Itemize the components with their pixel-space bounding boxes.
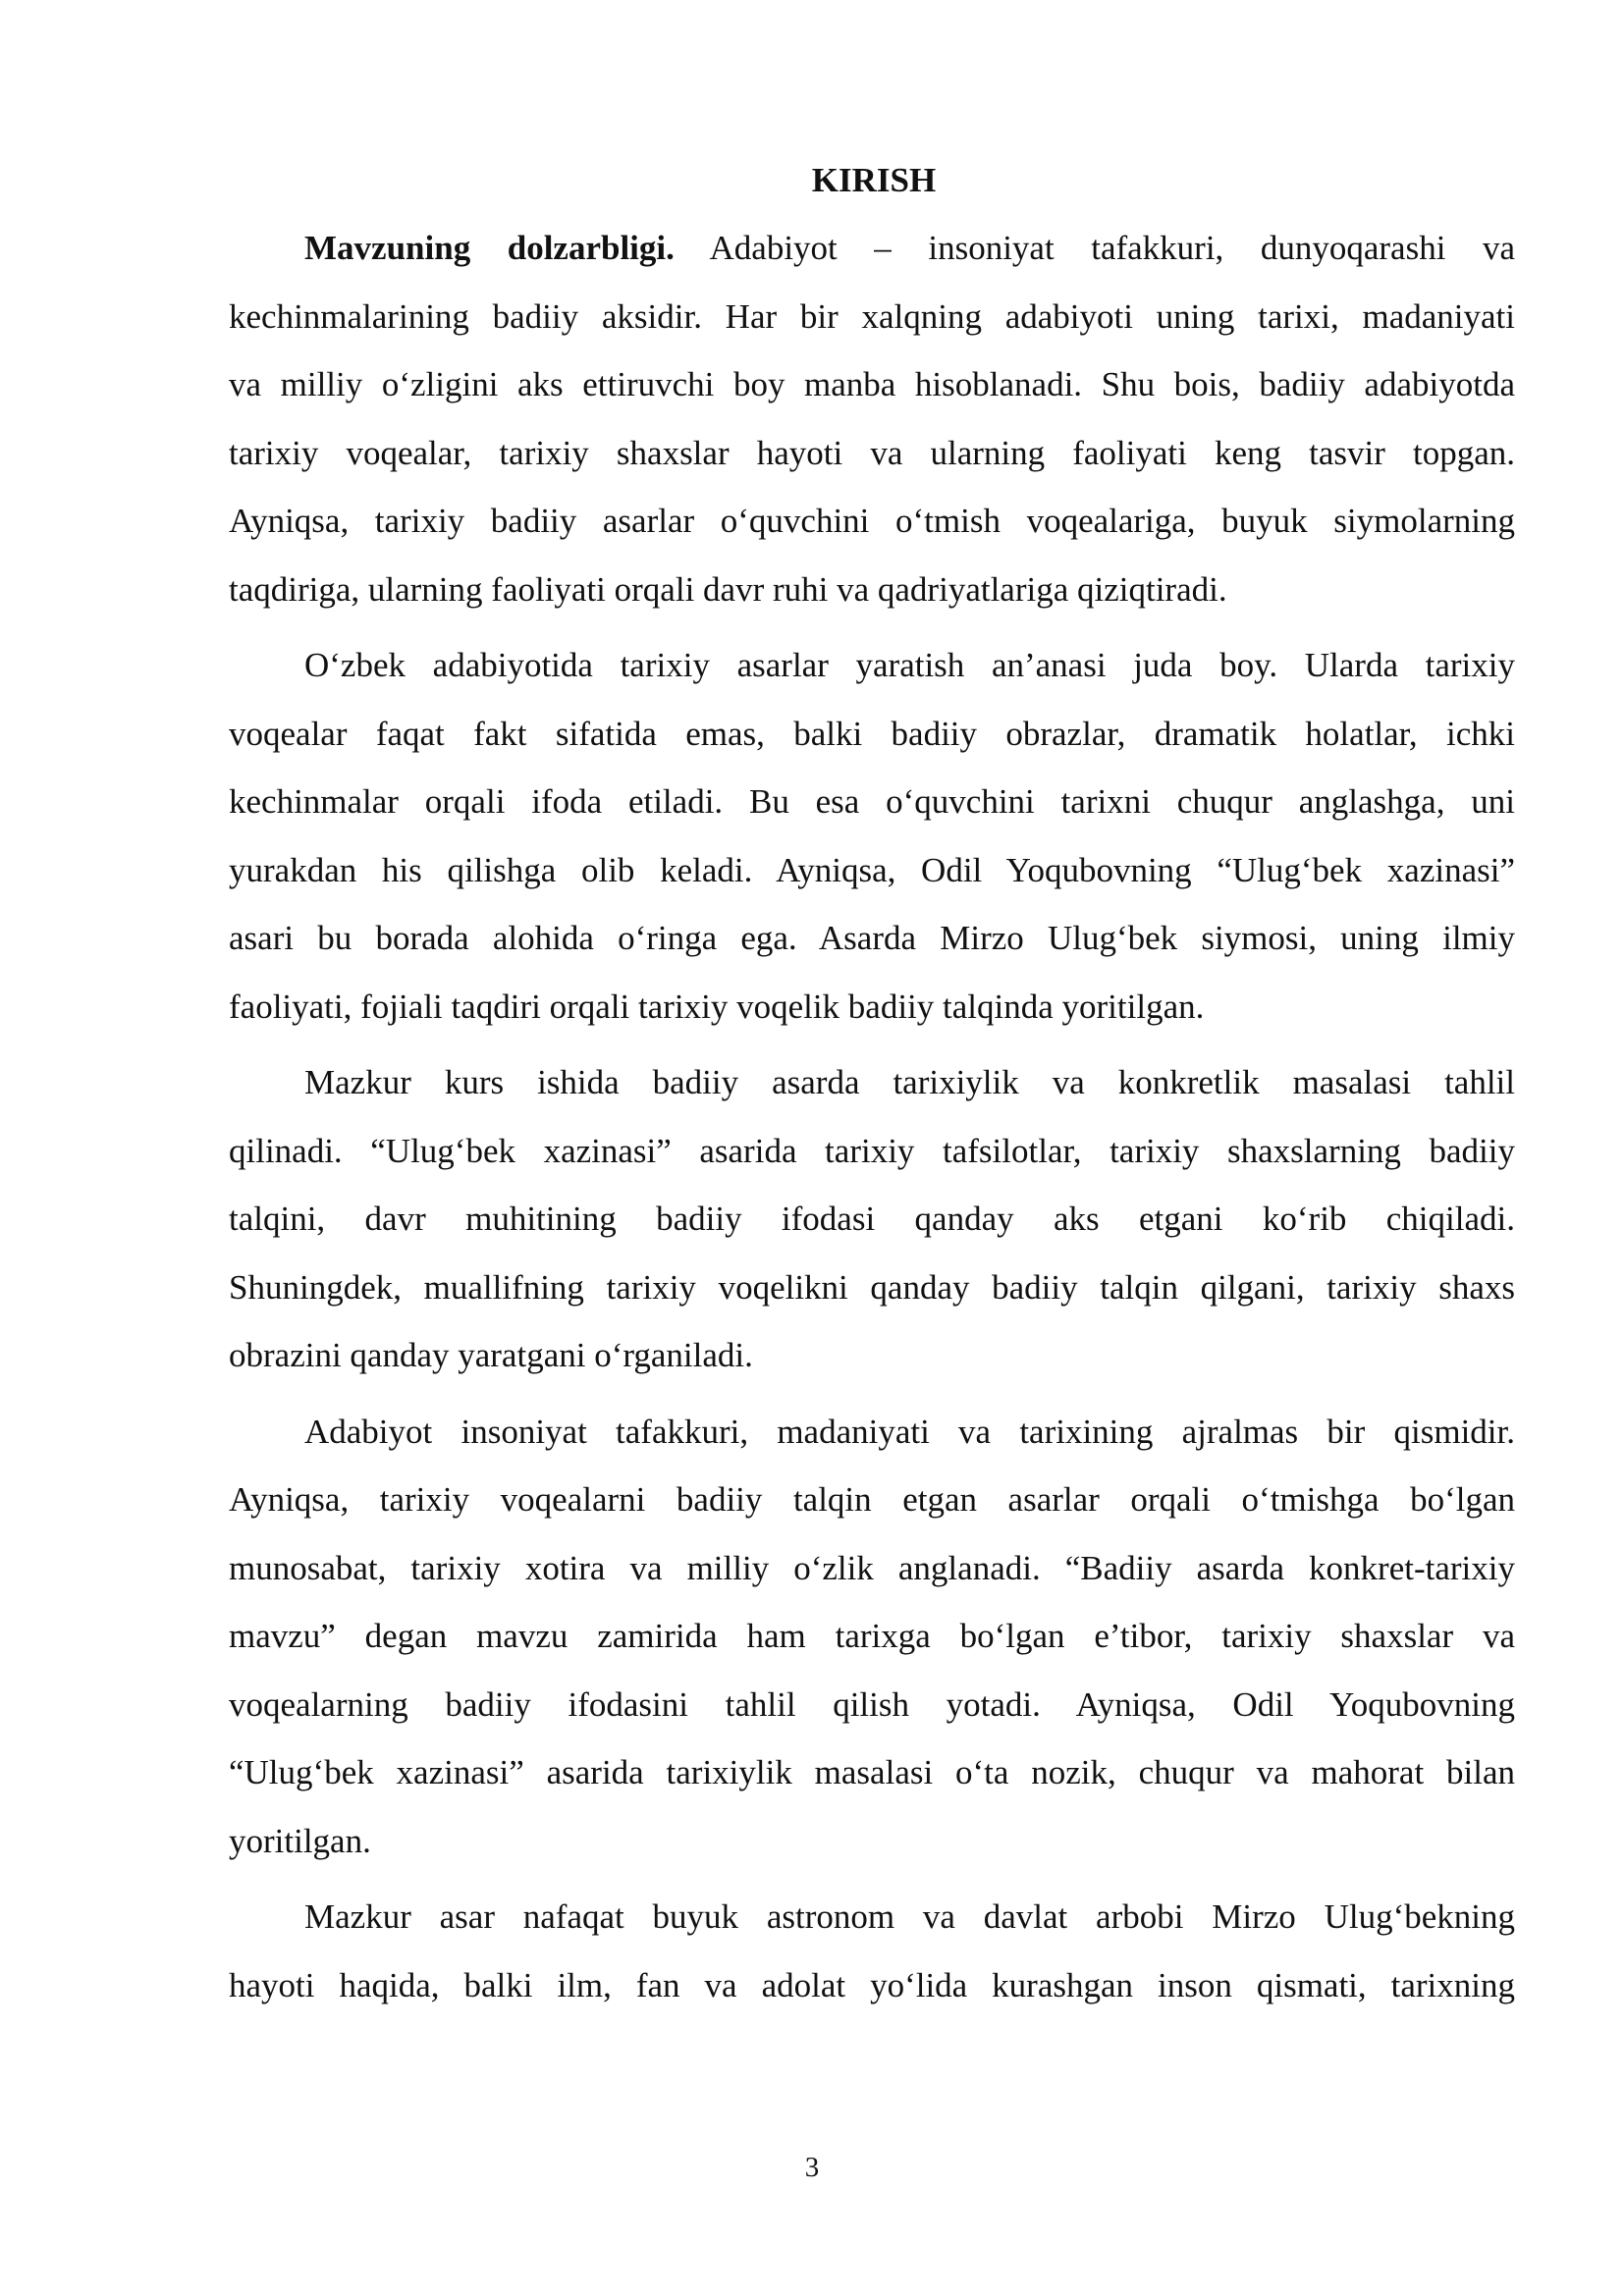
paragraph-line-text: kechinmalarining badiiy aksidir. Har bir xalqning adabiyoti uning tarixi, madaniyati (229, 296, 1515, 336)
paragraph-line-text: talqini, davr muhitining badiiy ifodasi qanday aks etgani koʻrib chiqiladi. (229, 1200, 1515, 1238)
paragraph-line (229, 1398, 1515, 1467)
paragraph-line (229, 1671, 1515, 1739)
document-page (229, 147, 1515, 2019)
paragraph-line-text: mavzu” degan mavzu zamirida ham tarixga boʻlgan e’tibor, tarixiy shaxslar va (229, 1617, 1515, 1655)
paragraph-line (229, 1807, 1515, 1876)
paragraph-line (229, 487, 1515, 556)
paragraph (229, 1398, 1515, 1876)
paragraph-line-text: Adabiyot insoniyat tafakkuri, madaniyati va tarixining ajralmas bir qismidir. (304, 1412, 1515, 1451)
paragraph-line (229, 1048, 1515, 1117)
paragraph-line (229, 836, 1515, 905)
paragraph-line-text: yurakdan his qilishga olib keladi. Ayniqsa, Odil Yoqubovning “Ulugʻbek xazinasi” (229, 850, 1515, 889)
paragraph-line (229, 1185, 1515, 1254)
paragraph-line (229, 904, 1515, 973)
paragraph-line (229, 631, 1515, 700)
paragraph-line-text: Ayniqsa, tarixiy badiiy asarlar oʻquvchini oʻtmish voqealariga, buyuk siymolarning (229, 502, 1515, 540)
paragraph-line-text: hayoti haqida, balki ilm, fan va adolat yoʻlida kurashgan inson qismati, tarixning (229, 1965, 1515, 2004)
paragraph-line (229, 768, 1515, 836)
paragraph-line (229, 1466, 1515, 1534)
paragraph-line (229, 1883, 1515, 1951)
paragraph-line-text: va milliy oʻzligini aks ettiruvchi boy manba hisoblanadi. Shu bois, badiiy adabiyotda (229, 365, 1515, 403)
paragraph-line-text: yoritilgan. (229, 1821, 371, 1860)
paragraph-line (229, 700, 1515, 769)
paragraph-line-text: voqealar faqat fakt sifatida emas, balki badiiy obrazlar, dramatik holatlar, ichki (229, 714, 1515, 753)
paragraph-line (229, 419, 1515, 488)
paragraph-line-text: obrazini qanday yaratgani oʻrganiladi. (229, 1336, 753, 1374)
paragraph-line (229, 1602, 1515, 1671)
paragraph-line (229, 1951, 1515, 2020)
paragraph-line (229, 214, 1515, 283)
paragraph-line (229, 1254, 1515, 1322)
paragraph-line-text: Shuningdek, muallifning tarixiy voqelikni qanday badiiy talqin qilgani, tarixiy shaxs (229, 1267, 1515, 1307)
paragraph-line-text: tarixiy voqealar, tarixiy shaxslar hayoti va ularning faoliyati keng tasvir topgan. (229, 433, 1515, 472)
paragraph-line (229, 1534, 1515, 1603)
paragraph-line-text: Adabiyot – insoniyat tafakkuri, dunyoqarashi va (674, 229, 1515, 267)
paragraph-line (229, 1738, 1515, 1807)
paragraph (229, 1883, 1515, 2019)
paragraph (229, 631, 1515, 1041)
paragraph-line-text: faoliyati, fojiali taqdiri orqali tarixiy voqelik badiiy talqinda yoritilgan. (229, 987, 1205, 1026)
paragraph-line (229, 1321, 1515, 1390)
paragraph-line-text: Mazkur asar nafaqat buyuk astronom va davlat arbobi Mirzo Ulugʻbekning (304, 1897, 1515, 1936)
paragraph-line (229, 283, 1515, 351)
paragraph-line-text: Oʻzbek adabiyotida tarixiy asarlar yaratish an’anasi juda boy. Ularda tarixiy (304, 646, 1515, 684)
paragraph-line-text: Ayniqsa, tarixiy voqealarni badiiy talqin etgan asarlar orqali oʻtmishga boʻlgan (229, 1480, 1515, 1519)
paragraph (229, 1048, 1515, 1390)
paragraph-line-text: voqealarning badiiy ifodasini tahlil qilish yotadi. Ayniqsa, Odil Yoqubovning (229, 1684, 1515, 1724)
section-heading: KIRISH (811, 161, 937, 199)
paragraph-line-text: Mazkur kurs ishida badiiy asarda tarixiylik va konkretlik masalasi tahlil (304, 1063, 1515, 1101)
page-number: 3 (804, 2152, 820, 2183)
paragraph-lead: Mavzuning dolzarbligi. (304, 229, 675, 267)
paragraph-line-text: qilinadi. “Ulugʻbek xazinasi” asarida tarixiy tafsilotlar, tarixiy shaxslarning badiiy (229, 1131, 1515, 1170)
paragraph-line (229, 350, 1515, 419)
paragraph-line-text: asari bu borada alohida oʻringa ega. Asarda Mirzo Ulugʻbek siymosi, uning ilmiy (229, 919, 1515, 957)
paragraph-line-text: kechinmalar orqali ifoda etiladi. Bu esa oʻquvchini tarixni chuqur anglashga, uni (229, 782, 1515, 821)
paragraph-line-text: “Ulugʻbek xazinasi” asarida tarixiylik masalasi oʻta nozik, chuqur va mahorat bilan (229, 1753, 1515, 1791)
paragraph-line-text: taqdiriga, ularning faoliyati orqali davr ruhi va qadriyatlariga qiziqtiradi. (229, 569, 1227, 609)
paragraph-line (229, 556, 1515, 624)
paragraph-line (229, 1117, 1515, 1186)
paragraph (229, 214, 1515, 623)
body-text (229, 214, 1515, 2019)
paragraph-line-text: munosabat, tarixiy xotira va milliy oʻzlik anglanadi. “Badiiy asarda konkret-tarixiy (229, 1548, 1515, 1587)
paragraph-line (229, 973, 1515, 1041)
